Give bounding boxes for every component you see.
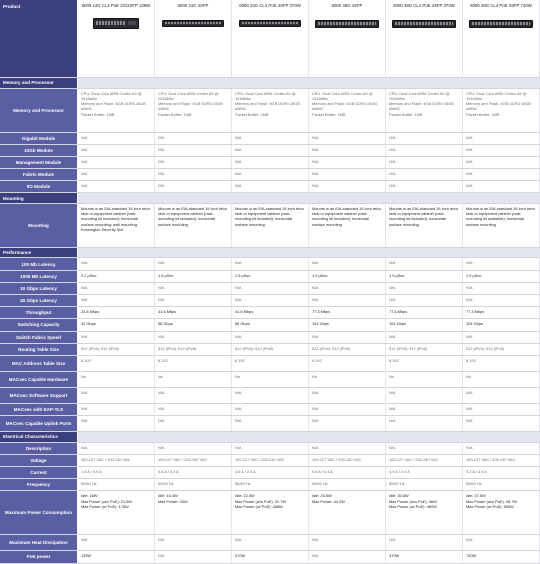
spec-row <box>0 295 540 307</box>
spec-value: N/A <box>155 258 232 269</box>
spec-label: Throughput <box>0 307 78 318</box>
spec-value: N/A <box>386 133 463 144</box>
spec-row <box>0 491 540 535</box>
spec-row <box>0 372 540 388</box>
spec-value: N/A <box>155 145 232 156</box>
spec-value: 56 Gbps <box>155 319 232 330</box>
spec-value: CPU: Dual Core ARM Cortex A9 @ 1016Mhz Memory and Flash: 4GB DDR3 16GB eMMC Packet Buffer: 1MB <box>155 89 232 132</box>
spec-label: Fabric Module <box>0 169 78 180</box>
spec-value: N/A <box>386 295 463 306</box>
spec-value: N/A <box>232 157 309 168</box>
spec-row <box>0 258 540 270</box>
spec-row <box>0 283 540 295</box>
spec-label: 100 Mb Latency <box>0 258 78 269</box>
spec-value: N/A <box>463 535 540 550</box>
spec-value: N/A <box>309 157 386 168</box>
spec-value: Idle: 16W Max Power (w/o PoE): 21.5W Max Power (w/ PoE): 178W <box>78 491 155 534</box>
spec-row <box>0 307 540 319</box>
switch-image <box>162 20 224 27</box>
spec-value: 8,192 <box>463 356 540 371</box>
spec-value: 370W <box>232 551 309 562</box>
spec-row <box>0 455 540 467</box>
model-column-2[interactable] <box>155 0 232 77</box>
spec-value: 740W <box>463 551 540 562</box>
spec-value: N/A <box>309 416 386 431</box>
spec-value: 56 Gbps <box>232 319 309 330</box>
spec-value: CPU: Dual Core ARM Cortex A9 @ 1016Mhz Memory and Flash: 4GB DDR3 16GB eMMC Packet Buffer: 1MB <box>232 89 309 132</box>
spec-row <box>0 332 540 344</box>
spec-value: 8,192 <box>309 356 386 371</box>
spec-row <box>0 467 540 479</box>
spec-value: N/A <box>309 295 386 306</box>
spec-value: N/A <box>155 404 232 415</box>
spec-value: N/A <box>155 388 232 403</box>
section-title: Mounting <box>0 193 78 203</box>
spec-value: CPU: Dual Core ARM Cortex A9 @ 1016Mhz Memory and Flash: 4GB DDR3 16GB eMMC Packet Buffer: 1MB <box>463 89 540 132</box>
spec-value: 100-127 VAC / 200-240 VAC <box>309 455 386 466</box>
spec-row <box>0 319 540 331</box>
spec-value: No <box>232 372 309 387</box>
spec-value: N/A <box>155 443 232 454</box>
spec-value: N/A <box>386 404 463 415</box>
spec-value: N/A <box>155 535 232 550</box>
spec-value: N/A <box>463 181 540 192</box>
spec-value: No <box>386 372 463 387</box>
spec-value: 100-127 VAC / 200-240 VAC <box>463 455 540 466</box>
spec-row <box>0 479 540 491</box>
spec-value: 50/60 Hz <box>463 479 540 490</box>
spec-value: N/A <box>309 133 386 144</box>
spec-label: Maximum Heat Dissipation <box>0 535 78 550</box>
spec-value: Mounts in an EIA-standard 19-inch telco rack or equipment cabinet (rack-mounting kit included); horizontal surface mounting; wall mounting; Kensington Security Slot <box>78 204 155 247</box>
spec-value: N/A <box>78 169 155 180</box>
spec-value: N/A <box>386 535 463 550</box>
section-fill <box>78 432 540 442</box>
spec-value: N/A <box>78 145 155 156</box>
spec-label: 10 Gbps Latency <box>0 283 78 294</box>
section-header <box>0 248 540 259</box>
model-column-5[interactable] <box>386 0 463 77</box>
spec-label: Maximum Power Consumption <box>0 491 78 534</box>
spec-value: N/A <box>78 416 155 431</box>
spec-value: N/A <box>232 332 309 343</box>
spec-value: N/A <box>386 157 463 168</box>
spec-value: N/A <box>463 332 540 343</box>
spec-value: 8,192 <box>78 356 155 371</box>
spec-row <box>0 89 540 133</box>
spec-label: Current <box>0 467 78 478</box>
spec-value: N/A <box>309 404 386 415</box>
spec-value: N/A <box>155 332 232 343</box>
spec-label: MACsec Capable Uplink Ports <box>0 416 78 431</box>
spec-value: N/A <box>386 283 463 294</box>
spec-label: Mounting <box>0 204 78 247</box>
spec-rows <box>0 78 540 564</box>
spec-value: 370W <box>386 551 463 562</box>
model-column-1[interactable] <box>78 0 155 77</box>
spec-value: 512 (IPv4); 512 (IPv6) <box>78 344 155 355</box>
spec-label: I/O Module <box>0 181 78 192</box>
spec-value: N/A <box>386 416 463 431</box>
spec-value: N/A <box>232 388 309 403</box>
spec-value: 8,192 <box>232 356 309 371</box>
section-fill <box>78 193 540 203</box>
spec-value: N/A <box>232 169 309 180</box>
spec-value: N/A <box>78 404 155 415</box>
spec-value: N/A <box>232 295 309 306</box>
spec-value: N/A <box>463 157 540 168</box>
spec-value: 104 Gbps <box>386 319 463 330</box>
spec-label: Gigabit Module <box>0 133 78 144</box>
spec-value: 100-127 VAC / 200-240 VAC <box>155 455 232 466</box>
spec-value: 512 (IPv4); 512 (IPv6) <box>386 344 463 355</box>
switch-image <box>315 20 379 28</box>
spec-value: Idle: 22.5W Max Power (w/o PoE): 32.7W Max Power (w/ PoE): 458W <box>232 491 309 534</box>
spec-value: N/A <box>78 388 155 403</box>
spec-value: N/A <box>463 404 540 415</box>
section-header <box>0 78 540 89</box>
spec-value: Mounts in an EIA-standard 19-inch telco rack or equipment cabinet (rack-mounting kit included); horizontal surface mounting <box>386 204 463 247</box>
product-label: Product <box>0 0 78 77</box>
spec-value: N/A <box>78 133 155 144</box>
spec-value: N/A <box>309 145 386 156</box>
spec-value: 100-127 VAC / 200-240 VAC <box>78 455 155 466</box>
spec-row <box>0 443 540 455</box>
spec-value: No <box>78 372 155 387</box>
spec-value: N/A <box>463 283 540 294</box>
spec-value: N/A <box>309 332 386 343</box>
spec-value: N/A <box>463 388 540 403</box>
spec-value: N/A <box>155 169 232 180</box>
spec-value: 100-127 VAC / 200-240 VAC <box>386 455 463 466</box>
spec-value: N/A <box>78 332 155 343</box>
spec-value: N/A <box>463 133 540 144</box>
spec-label: Management Module <box>0 157 78 168</box>
spec-value: No <box>463 372 540 387</box>
model-name[interactable]: 6000 48G CL4 PoE 4SFP 740W <box>470 3 532 8</box>
model-column-6[interactable] <box>463 0 540 77</box>
spec-value: N/A <box>463 443 540 454</box>
spec-value: 4.9 A / 2.4 A <box>386 467 463 478</box>
spec-value: 1.5 µSec <box>155 271 232 282</box>
spec-value: CPU: Dual Core ARM Cortex A9 @ 1016Mhz Memory and Flash: 4GB DDR3 16GB eMMC Packet Buffer: 1MB <box>386 89 463 132</box>
spec-value: N/A <box>309 169 386 180</box>
spec-value: N/A <box>232 416 309 431</box>
spec-value: N/A <box>386 169 463 180</box>
spec-value: N/A <box>386 145 463 156</box>
spec-row <box>0 416 540 432</box>
section-header <box>0 193 540 204</box>
spec-value: 0.8 A / 0.4 A <box>155 467 232 478</box>
spec-value: N/A <box>232 404 309 415</box>
spec-value: Mounts in an EIA-standard 19-inch telco rack or equipment cabinet (rack-mounting kit included); horizontal surface mounting <box>232 204 309 247</box>
spec-value: Idle: 25.6W Max Power: 44.2W <box>309 491 386 534</box>
spec-value: 50/60 Hz <box>155 479 232 490</box>
spec-value: N/A <box>309 258 386 269</box>
spec-value: N/A <box>309 443 386 454</box>
spec-value: 1.8 A / 0.9 A <box>78 467 155 478</box>
spec-row <box>0 204 540 248</box>
spec-value: N/A <box>232 443 309 454</box>
spec-value: 104 Gbps <box>309 319 386 330</box>
spec-value: N/A <box>463 295 540 306</box>
switch-image <box>93 18 139 29</box>
spec-value: N/A <box>309 551 386 562</box>
spec-value: Idle: 30.6W Max Power (w/o PoE): 46W Max Power (w/ PoE): 480W <box>386 491 463 534</box>
model-name[interactable]: 6000 24G CL4 PoE 4SFP 370W <box>239 3 301 8</box>
spec-value: CPU: Dual Core ARM Cortex A9 @ 1016Mhz Memory and Flash: 4GB DDR3 16GB eMMC Packet Buffer: 1MB <box>78 89 155 132</box>
spec-value: 8,192 <box>155 356 232 371</box>
spec-value: N/A <box>386 181 463 192</box>
spec-value: Idle: 15.4W Max Power: 33W <box>155 491 232 534</box>
spec-row <box>0 551 540 563</box>
spec-row <box>0 157 540 169</box>
spec-value: N/A <box>386 258 463 269</box>
spec-value: N/A <box>309 388 386 403</box>
spec-value: 2.2 µSec <box>78 271 155 282</box>
spec-value: N/A <box>386 443 463 454</box>
spec-value: N/A <box>232 145 309 156</box>
spec-label: MACsec Capable Hardware <box>0 372 78 387</box>
model-name[interactable]: 6000 48G 4SFP <box>331 3 363 8</box>
spec-label: 40 Gbps Latency <box>0 295 78 306</box>
spec-value: N/A <box>78 157 155 168</box>
spec-value: 1.9 µSec <box>309 271 386 282</box>
spec-value: CPU: Dual Core ARM Cortex A9 @ 1016Mhz Memory and Flash: 4GB DDR3 16GB eMMC Packet Buffer: 1MB <box>309 89 386 132</box>
spec-label: Frequency <box>0 479 78 490</box>
model-column-3[interactable] <box>232 0 309 77</box>
spec-value: 139W <box>78 551 155 562</box>
spec-value: 23.8 Mbps <box>78 307 155 318</box>
spec-row <box>0 133 540 145</box>
section-title: Memory and Processor <box>0 78 78 88</box>
spec-value: Idle: 37.5W Max Power (w/o PoE): 48.7W Max Power (w/ PoE): 895W <box>463 491 540 534</box>
spec-label: MAC Address Table Size <box>0 356 78 371</box>
spec-value: 4.6 A / 2.3 A <box>232 467 309 478</box>
spec-value: N/A <box>155 416 232 431</box>
model-column-4[interactable] <box>309 0 386 77</box>
spec-value: N/A <box>309 181 386 192</box>
spec-value: N/A <box>463 416 540 431</box>
spec-value: N/A <box>232 283 309 294</box>
spec-value: 0.8 A / 0.4 A <box>309 467 386 478</box>
spec-row <box>0 271 540 283</box>
spec-value: N/A <box>386 332 463 343</box>
section-title: Electrical Characteristics <box>0 432 78 442</box>
switch-image <box>392 20 456 28</box>
spec-row <box>0 404 540 416</box>
spec-value: Mounts in an EIA-standard 19-inch telco rack or equipment cabinet (rack-mounting kit available); horizontal surface mounting <box>463 204 540 247</box>
spec-label: MACsec with EAP-TLS <box>0 404 78 415</box>
spec-value: N/A <box>78 258 155 269</box>
spec-row <box>0 145 540 157</box>
switch-image <box>469 20 533 28</box>
spec-value: N/A <box>78 295 155 306</box>
spec-value: N/A <box>463 258 540 269</box>
spec-value: N/A <box>78 535 155 550</box>
spec-value: N/A <box>155 551 232 562</box>
spec-label: 1000 Mb Latency <box>0 271 78 282</box>
spec-value: N/A <box>155 133 232 144</box>
spec-label: Switch Fabric Speed <box>0 332 78 343</box>
switch-image <box>239 20 301 27</box>
spec-value: 50/60 Hz <box>386 479 463 490</box>
spec-value: 100-127 VAC / 200-240 VAC <box>232 455 309 466</box>
spec-value: N/A <box>463 169 540 180</box>
spec-value: N/A <box>155 157 232 168</box>
spec-value: 77.3 Mbps <box>463 307 540 318</box>
spec-value: 512 (IPv4); 512 (IPv6) <box>309 344 386 355</box>
spec-value: N/A <box>155 181 232 192</box>
spec-value: N/A <box>78 443 155 454</box>
spec-value: 9.2 A / 4.9 A <box>463 467 540 478</box>
spec-value: 1.9 µSec <box>463 271 540 282</box>
spec-value: 1.5 µSec <box>232 271 309 282</box>
spec-value: 512 (IPv4); 512 (IPv6) <box>155 344 232 355</box>
spec-value: N/A <box>232 258 309 269</box>
spec-value: N/A <box>463 145 540 156</box>
spec-value: N/A <box>232 535 309 550</box>
section-header <box>0 432 540 443</box>
spec-value: No <box>309 372 386 387</box>
spec-value: 41.6 Mbps <box>155 307 232 318</box>
spec-value: 512 (IPv4); 512 (IPv6) <box>232 344 309 355</box>
spec-label: Memory and Processor <box>0 89 78 132</box>
spec-row <box>0 388 540 404</box>
spec-row <box>0 181 540 193</box>
spec-label: Voltage <box>0 455 78 466</box>
spec-label: Description <box>0 443 78 454</box>
spec-value: N/A <box>155 283 232 294</box>
spec-value: N/A <box>386 388 463 403</box>
spec-value: Mounts in an EIA-standard 19-inch telco rack or equipment cabinet (rack-mounting kit included); horizontal surface mounting <box>155 204 232 247</box>
model-name[interactable]: 6000 12G CL4 PoE 2G/2SFP 139W <box>81 3 151 8</box>
model-name[interactable]: 6000 24G 4SFP <box>177 3 209 8</box>
spec-value: 512 (IPv4); 512 (IPv6) <box>463 344 540 355</box>
spec-value: N/A <box>309 535 386 550</box>
spec-value: 32 Gbps <box>78 319 155 330</box>
spec-value: No <box>155 372 232 387</box>
spec-label: Routing Table Size <box>0 344 78 355</box>
spec-label: Switching Capacity <box>0 319 78 330</box>
spec-label: 10Gb Module <box>0 145 78 156</box>
spec-value: 50/60 Hz <box>232 479 309 490</box>
spec-value: 8,192 <box>386 356 463 371</box>
section-fill <box>78 248 540 258</box>
spec-value: 1.9 µSec <box>386 271 463 282</box>
spec-row <box>0 169 540 181</box>
spec-value: 77.3 Mbps <box>309 307 386 318</box>
spec-row <box>0 356 540 372</box>
product-header-row <box>0 0 540 78</box>
spec-value: 41.6 Mbps <box>232 307 309 318</box>
spec-row <box>0 535 540 551</box>
spec-label: PoE power <box>0 551 78 562</box>
spec-value: N/A <box>78 283 155 294</box>
spec-value: N/A <box>232 133 309 144</box>
spec-value: 104 Gbps <box>463 319 540 330</box>
model-name[interactable]: 6000 48G CL4 PoE 4SFP 370W <box>393 3 455 8</box>
spec-row <box>0 344 540 356</box>
section-title: Performance <box>0 248 78 258</box>
spec-value: N/A <box>309 283 386 294</box>
spec-value: 50/60 Hz <box>78 479 155 490</box>
spec-value: N/A <box>155 295 232 306</box>
spec-value: 50/60 Hz <box>309 479 386 490</box>
spec-value: N/A <box>232 181 309 192</box>
spec-label: MACsec Software Support <box>0 388 78 403</box>
section-fill <box>78 78 540 88</box>
spec-value: N/A <box>78 181 155 192</box>
spec-value: 77.3 Mbps <box>386 307 463 318</box>
spec-value: Mounts in an EIA-standard 19-inch telco rack or equipment cabinet (rack-mounting kit included); horizontal surface mounting <box>309 204 386 247</box>
